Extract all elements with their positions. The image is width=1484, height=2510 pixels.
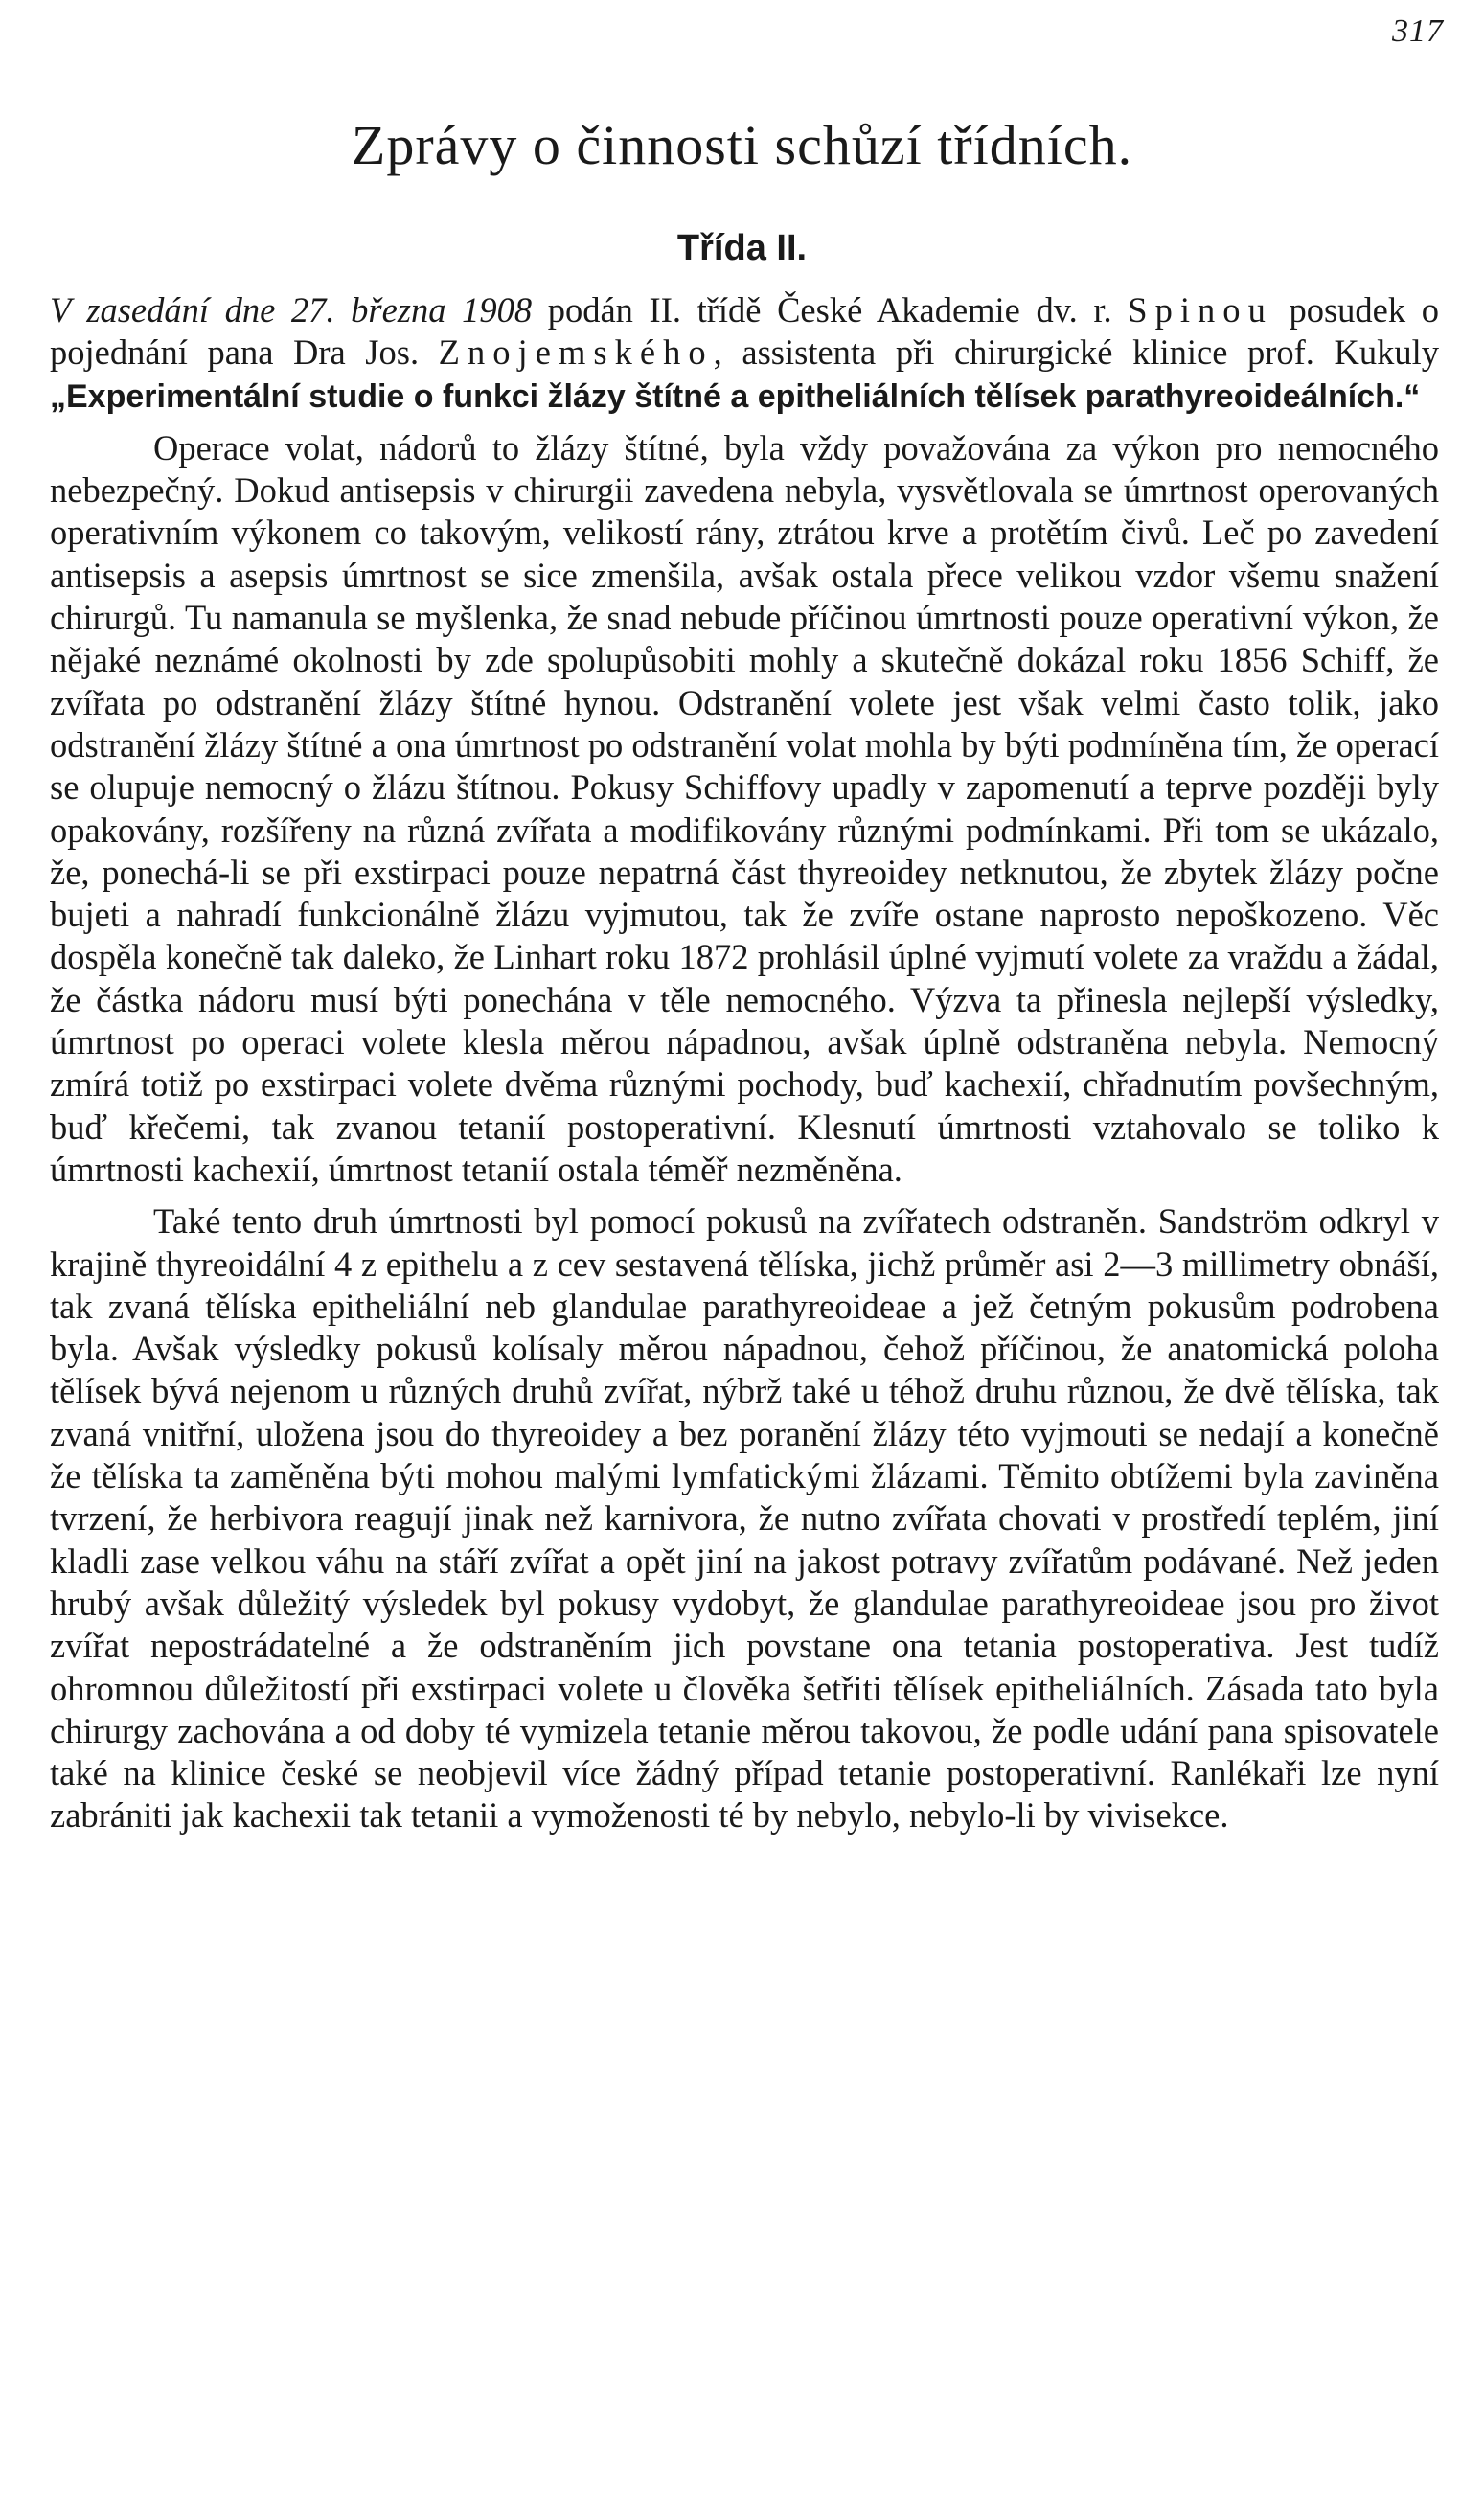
- intro-text-2: posudek o pojednání pana Dra Jos.: [50, 290, 1439, 373]
- reporter-name: Spinou: [1128, 290, 1273, 330]
- intro-text-3: , assistenta při chirurgické klinice prof. Kukuly: [713, 332, 1439, 373]
- page-number: 317: [1392, 13, 1444, 49]
- intro-paragraph: [50, 289, 1439, 418]
- body-paragraph: Také tento druh úmrtnosti byl pomocí pokusů na zvířatech odstraněn. Sandström odkryl v krajině thyreoidální 4 z epithelu a z cev sestavená tělíska, jichž průměr asi 2—3 millimetry obnáší, tak zvaná tělíska epitheliální neb glandulae parathyreoideae a jež četným pokusům podrobena byla. Avšak výsledky pokusů kolísaly měrou nápadnou, čehož příčinou, že anatomická poloha tělísek bývá nejenom u různých druhů zvířat, nýbrž také u téhož druhu různou, že dvě tělíska, tak zvaná vnitřní, uložena jsou do thyreoidey a bez poranění žlázy této vyjmouti se nedají a konečně že tělíska ta zaměněna býti mohou malými lymfatickými žlázami. Těmito obtížemi byla zaviněna tvrzení, že herbivora reagují jinak než karnivora, že nutno zvířata chovati v prostředí teplém, jiní kladli zase velkou váhu na stáří zvířat a opět jiní na jakost potravy zvířatům podávané. Než jeden hrubý avšak důležitý výsledek byl pokusy vydobyt, že glandulae parathyreoideae jsou pro život zvířat nepostrádatelné a že odstraněním jich povstane ona tetania postoperativa. Jest tudíž ohromnou důležitostí při exstirpaci volete u člověka šetřiti tělísek epitheliálních. Zásada tato byla chirurgy zachována a od doby té vymizela tetanie měrou takovou, že podle udání pana spisovatele také na klinice české se neobjevil více žádný případ tetanie postoperativní. Ranlékaři lze nyní zabrániti jak kachexii tak tetanii a vymoženosti té by nebylo, nebylo-li by vivisekce.: [50, 1201, 1439, 1836]
- session-date: V zasedání dne 27. března 1908: [50, 290, 533, 330]
- class-heading: Třída II.: [676, 228, 808, 268]
- author-name: Znojemského: [438, 332, 714, 373]
- intro-text-1: podán II. třídě České Akademie dv. r.: [532, 290, 1129, 330]
- body-paragraph: Operace volat, nádorů to žlázy štítné, byla vždy považována za výkon pro nemocného nebezpečný. Dokud antisepsis v chirurgii zavedena nebyla, vysvětlovala se úmrtnost operovaných operativním výkonem co takovým, velikostí rány, ztrátou krve a protětím čivů. Leč po zavedení antisepsis a asepsis úmrtnost se sice zmenšila, avšak ostala přece velikou vzdor všemu snažení chirurgů. Tu namanula se myšlenka, že snad nebude příčinou úmrtnosti pouze operativní výkon, že nějaké neznámé okolnosti by zde spolupůsobiti mohly a skutečně dokázal roku 1856 Schiff, že zvířata po odstranění žlázy štítné hynou. Odstranění volete jest však velmi často tolik, jako odstranění žlázy štítné a ona úmrtnost po odstranění volat mohla by býti podmíněna tím, že operací se olupuje nemocný o žlázu štítnou. Pokusy Schiffovy upadly v zapomenutí a teprve později byly opakovány, rozšířeny na různá zvířata a modifikovány různými podmínkami. Při tom se ukázalo, že, ponechá-li se při exstirpaci pouze nepatrná část thyreoidey netknutou, že zbytek žlázy počne bujeti a nahradí funkcionálně žlázu vyjmutou, tak že zvíře ostane naprosto nepoškozeno. Věc dospěla konečně tak daleko, že Linhart roku 1872 prohlásil úplné vyjmutí volete za vraždu a žádal, že částka nádoru musí býti ponechána v těle nemocného. Výzva ta přinesla nejlepší výsledky, úmrtnost po operaci volete klesla měrou nápadnou, avšak úplně odstraněna nebyla. Nemocný zmírá totiž po exstirpaci volete dvěma různými pochody, buď kachexií, chřadnutím povšechným, buď křečemi, tak zvanou tetanií postoperativní. Klesnutí úmrtnosti vztahovalo se toliko k úmrtnosti kachexií, úmrtnost tetanií ostala téměř nezměněna.: [50, 427, 1439, 1189]
- article-body: [50, 289, 1439, 1837]
- work-title: „Experimentální studie o funkci žlázy štítné a epitheliálních tělísek parathyreoideálních.“: [50, 377, 1421, 415]
- page-title: Zprávy o činnosti schůzí třídních.: [351, 114, 1133, 176]
